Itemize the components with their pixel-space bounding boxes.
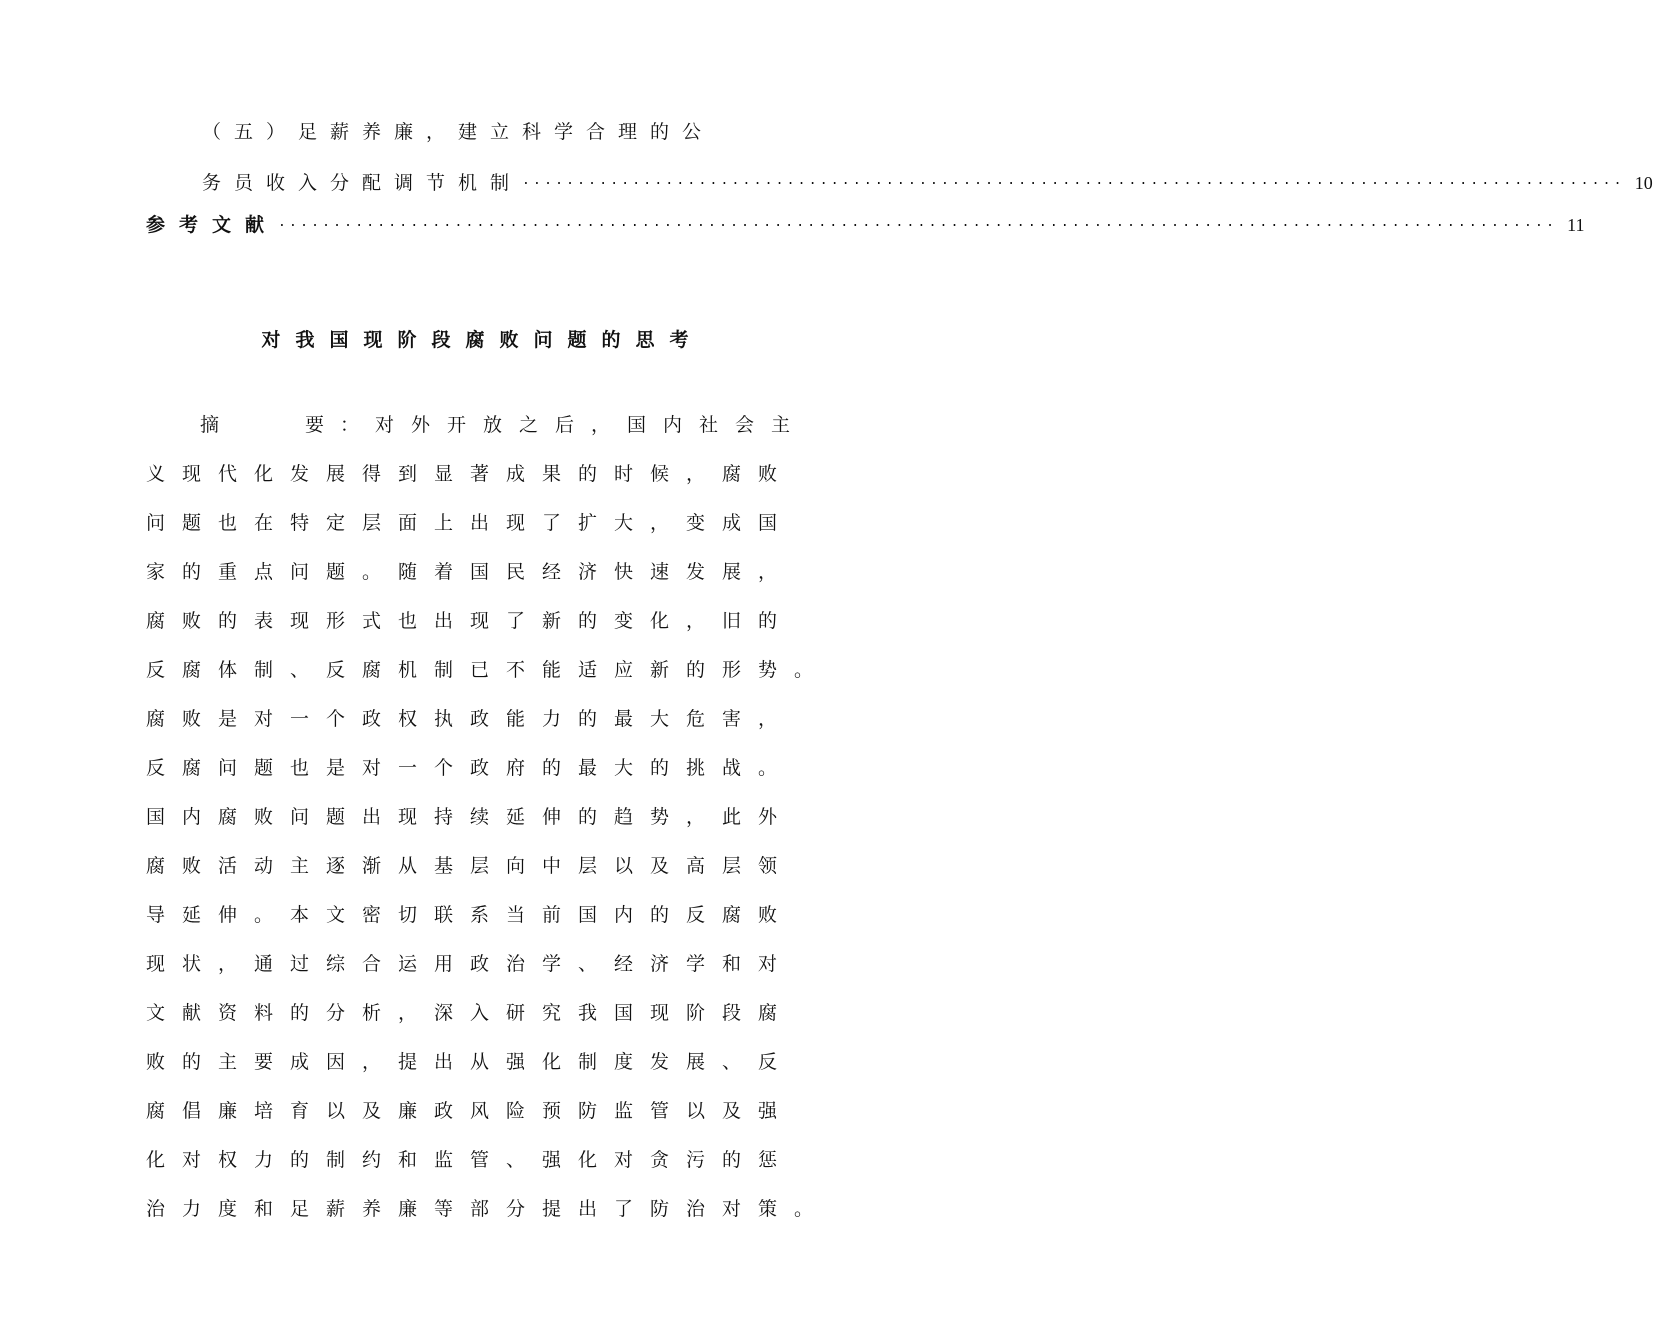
toc-references-row[interactable]: [146, 211, 1585, 237]
toc-references-label: 参考文献: [146, 214, 279, 236]
abstract-line: 腐败是对一个政权执政能力的最大危害，: [146, 708, 795, 730]
abstract-first-line: [200, 413, 807, 437]
toc-leader-dots: ....................................................................................................................: [278, 215, 1558, 230]
abstract-line: 败的主要成因，提出从强化制度发展、反: [146, 1051, 795, 1073]
article-title: 对我国现阶段腐败问题的思考: [261, 329, 704, 351]
abstract-line: 腐败的表现形式也出现了新的变化，旧的: [146, 610, 795, 632]
toc-item-5-line-2: 务员收入分配调节机制: [202, 172, 523, 194]
abstract-label: 摘 要：: [200, 414, 376, 436]
abstract-line: 家的重点问题。随着国民经济快速发展，: [146, 561, 795, 583]
abstract-line: 义现代化发展得到显著成果的时候，腐败: [146, 463, 795, 485]
toc-item-5-row[interactable]: [202, 169, 1653, 195]
abstract-line: 对外开放之后，国内社会主: [375, 414, 808, 436]
toc-references-page-number: 11: [1567, 215, 1585, 235]
abstract-line: 腐倡廉培育以及廉政风险预防监管以及强: [146, 1100, 795, 1122]
abstract-line: 反腐问题也是对一个政府的最大的挑战。: [146, 757, 795, 779]
abstract-line: 反腐体制、反腐机制已不能适应新的形势。: [146, 659, 831, 681]
abstract-line: 问题也在特定层面上出现了扩大，变成国: [146, 512, 795, 534]
abstract-line: 化对权力的制约和监管、强化对贪污的惩: [146, 1149, 795, 1171]
abstract-line: 腐败活动主逐渐从基层向中层以及高层领: [146, 855, 795, 877]
abstract-line: 文献资料的分析，深入研究我国现阶段腐: [146, 1002, 795, 1024]
toc-item-5-line-1[interactable]: （五）足薪养廉，建立科学合理的公: [202, 121, 715, 143]
toc-leader-dots: ....................................................................................................: [522, 173, 1625, 188]
abstract-line: 治力度和足薪养廉等部分提出了防治对策。: [146, 1198, 831, 1220]
abstract-line: 国内腐败问题出现持续延伸的趋势，此外: [146, 806, 795, 828]
abstract-line: 导延伸。本文密切联系当前国内的反腐败: [146, 904, 795, 926]
toc-item-5-page-number: 10: [1634, 173, 1653, 193]
abstract-line: 现状，通过综合运用政治学、经济学和对: [146, 953, 795, 975]
